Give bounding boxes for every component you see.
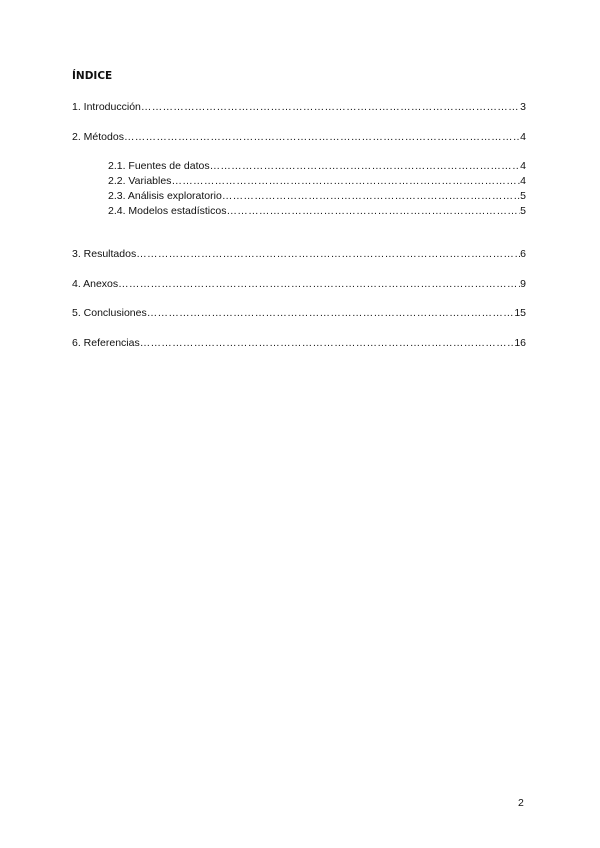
toc-entry-page: 15 — [514, 307, 526, 319]
toc-entry-label: 2.2. Variables — [108, 175, 172, 187]
toc-entry-label: 2.3. Análisis exploratorio — [108, 190, 222, 202]
toc-entry-page: 5 — [520, 190, 526, 202]
toc-entry-conclusiones[interactable] — [72, 306, 526, 320]
toc-entry-modelos-estadisticos[interactable] — [108, 204, 526, 218]
toc-entry-page: 5 — [520, 205, 526, 217]
toc-entry-anexos[interactable] — [72, 277, 526, 291]
toc-title: ÍNDICE — [72, 70, 113, 82]
toc-entry-label: 1. Introducción — [72, 101, 141, 113]
toc-entry-variables[interactable] — [108, 174, 526, 188]
toc-entry-referencias[interactable] — [72, 336, 526, 350]
toc-entry-fuentes-de-datos[interactable] — [108, 159, 526, 173]
toc-entry-page: 9 — [520, 278, 526, 290]
toc-leader-dots — [226, 204, 520, 218]
page-number: 2 — [518, 797, 524, 809]
toc-entry-label: 5. Conclusiones — [72, 307, 147, 319]
toc-leader-dots — [141, 100, 520, 114]
toc-entry-introduccion[interactable] — [72, 100, 526, 114]
toc-leader-dots — [222, 189, 520, 203]
toc-entry-resultados[interactable] — [72, 247, 526, 261]
toc-entry-page: 6 — [520, 248, 526, 260]
toc-entry-metodos[interactable] — [72, 130, 526, 144]
toc-entry-page: 4 — [520, 131, 526, 143]
toc-leader-dots — [136, 247, 520, 261]
toc-entry-page: 4 — [520, 160, 526, 172]
toc-entry-page: 3 — [520, 101, 526, 113]
toc-entry-label: 3. Resultados — [72, 248, 137, 260]
toc-entry-page: 16 — [514, 337, 526, 349]
toc-entry-analisis-exploratorio[interactable] — [108, 189, 526, 203]
toc-leader-dots — [140, 336, 515, 350]
toc-entry-page: 4 — [520, 175, 526, 187]
toc-leader-dots — [210, 159, 521, 173]
toc-leader-dots — [124, 130, 520, 144]
toc-leader-dots — [171, 174, 520, 188]
toc-entry-label: 6. Referencias — [72, 337, 140, 349]
toc-entry-label: 2.1. Fuentes de datos — [108, 160, 210, 172]
toc-leader-dots — [147, 306, 515, 320]
toc-entry-label: 2. Métodos — [72, 131, 124, 143]
toc-leader-dots — [118, 277, 520, 291]
toc-entry-label: 4. Anexos — [72, 278, 119, 290]
toc-entry-label: 2.4. Modelos estadísticos — [108, 205, 227, 217]
